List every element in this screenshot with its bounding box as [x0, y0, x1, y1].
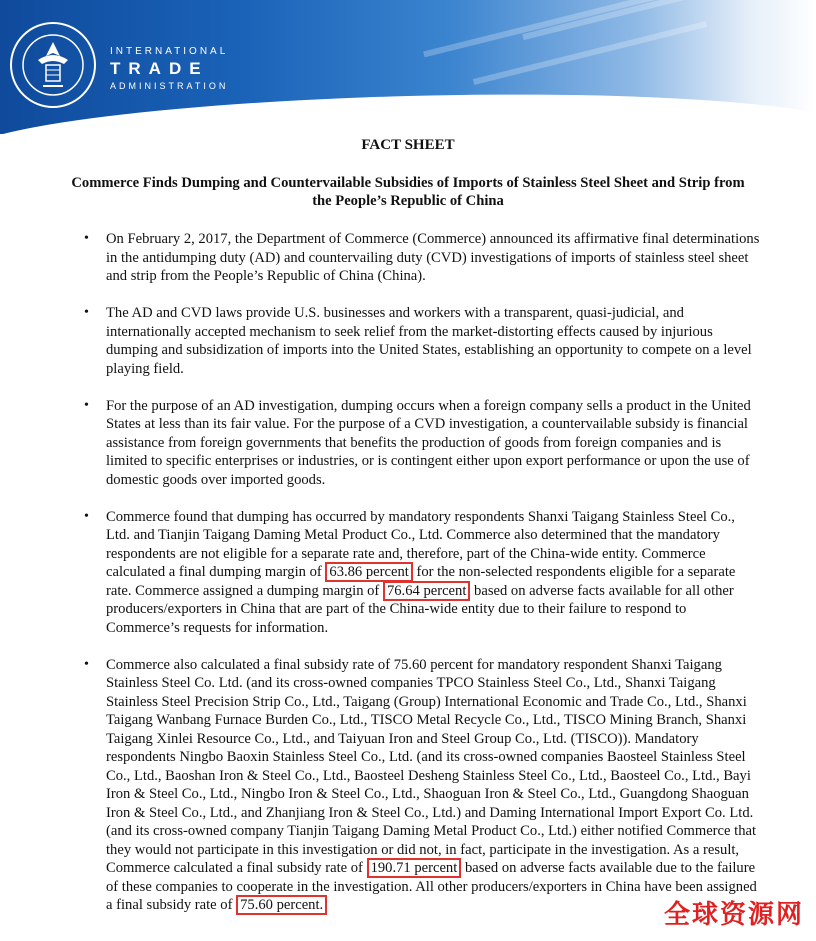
highlighted-dumping-margin: 76.64 percent: [383, 581, 470, 601]
highlighted-subsidy-rate: 190.71 percent: [367, 858, 462, 878]
header-banner: [0, 0, 816, 134]
bullet-item: [106, 508, 762, 638]
bullet-text: Commerce also calculated a final subsidy rate of 75.60 percent for mandatory respondent Shanxi Taigang Stainless Steel Co. Ltd. (and its cross-owned companies TPCO Stainless Steel Co., Ltd., Shanxi Taigang Stainless Steel Precision Strip Co., Ltd., Taigang (Group) International Economic and Trade Co., Ltd., Shanxi Taigang Wanbang Furnace Burden Co., Ltd., TISCO Metal Recycle Co., Ltd., TISCO Mining Branch, Shanxi Taigang Xinlei Resource Co., Ltd., and Taiyuan Iron and Steel Group Co., Ltd. (TISCO)). Mandatory respondents Ningbo Baoxin Stainless Steel Co., Ltd. (and its cross-owned companies Baosteel Stainless Steel Co., Ltd., Baoshan Iron & Steel Co., Ltd., Baosteel Desheng Stainless Steel Co., Ltd., Baosteel Co., Ltd., Bayi Iron & Steel Co., Ltd., Ningbo Iron & Steel Co., Ltd., Shaoguan Iron & Steel Co., Ltd., Guangdong Shaoguan Iron & Steel Co., Ltd., and Zhanjiang Iron & Steel Co., Ltd.) and Daming International Import Export Co. Ltd. (and its cross-owned company Tianjin Taigang Daming Metal Product Co., Ltd.) either notified Commerce that they would not participate in this investigation or did not, in fact, participate in the investigation. As a result, Commerce calculated a final subsidy rate of: [106, 656, 757, 876]
watermark-logo: 全球资源网: [663, 900, 804, 930]
ita-logo-line1: INTERNATIONAL: [110, 46, 229, 57]
highlighted-subsidy-rate: 75.60 percent.: [236, 895, 327, 915]
bullet-text: based on adverse facts available due to the failure of these companies to cooperate in the investigation. All other producers/exporters in China have been assigned a final subsidy rate of: [106, 860, 757, 913]
bullet-item: [106, 656, 762, 915]
bullet-text: Commerce found that dumping has occurred by mandatory respondents Shanxi Taigang Stainless Steel Co., Ltd. and Tianjin Taigang Daming Metal Product Co., Ltd. Commerce also determined that the mandatory respondents are not eligible for a separate rate and, therefore, part of the China-wide entity. Commerce calculated a final dumping margin of: [106, 508, 735, 580]
document-subtitle: Commerce Finds Dumping and Countervailable Subsidies of Imports of Stainless Steel Sheet and Strip from the People’s Republic of China: [71, 175, 745, 209]
ita-logo-line2: TRADE: [110, 59, 209, 78]
ita-logo-line3: ADMINISTRATION: [110, 81, 229, 91]
ita-logo: [110, 46, 228, 91]
bullet-item: • For the purpose of an AD investigation, dumping occurs when a foreign company sells a product in the United States at less than its fair value. For the purpose of a CVD investigation, a countervailable subsidy is financial assistance from foreign governments that benefits the production of goods from foreign companies and is limited to specific enterprises or industries, or is contingent either upon export performance or upon the use of domestic goods over imported goods.: [106, 397, 762, 490]
document-heading: FACT SHEET: [361, 137, 455, 153]
bullet-item: • The AD and CVD laws provide U.S. businesses and workers with a transparent, quasi-judicial, and internationally accepted mechanism to seek relief from the market-distorting effects caused by injurious dumping and subsidization of imports into the United States, establishing an opportunity to compete on a level playing field.: [106, 304, 762, 378]
bullet-text: for the non-selected respondents eligible for a separate rate. Commerce assigned a dumping margin of: [106, 564, 736, 599]
bullet-item: • On February 2, 2017, the Department of Commerce (Commerce) announced its affirmative final determinations in the antidumping duty (AD) and countervailing duty (CVD) investigations of imports of stainless steel sheet and strip from the People’s Republic of China (China).: [106, 230, 762, 286]
bullet-list: [106, 230, 762, 933]
department-seal-icon: [8, 20, 98, 110]
bullet-text: based on adverse facts available for all other producers/exporters in China that are part of the China-wide entity due to their failure to respond to Commerce’s requests for information.: [106, 582, 734, 636]
highlighted-dumping-margin: 63.86 percent: [325, 562, 412, 582]
